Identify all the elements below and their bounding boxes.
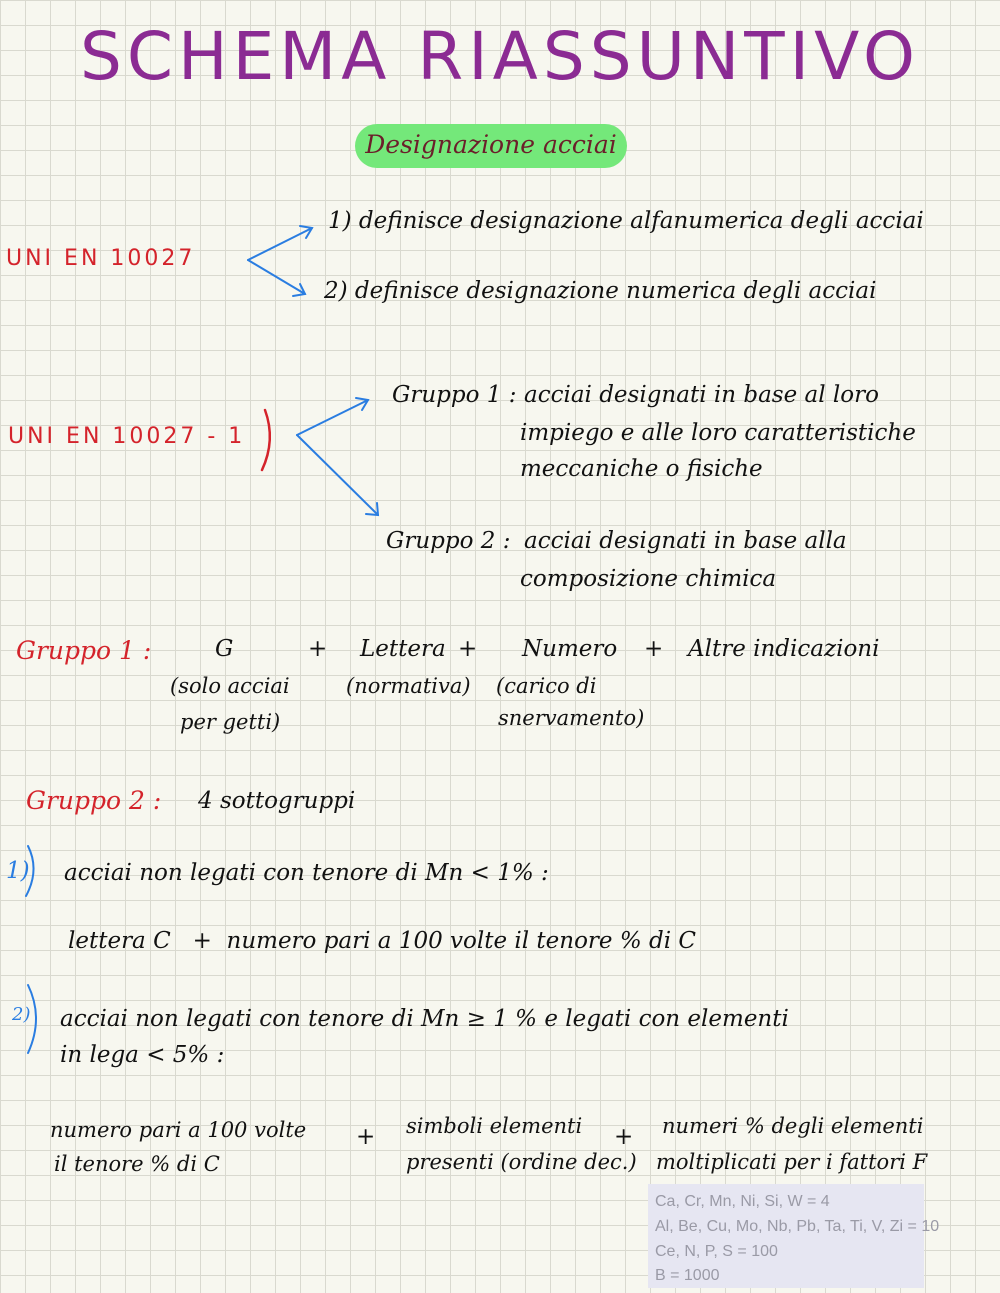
gruppo1-note: per getti) xyxy=(180,710,281,734)
gruppo2-label: Gruppo 2 : xyxy=(26,786,162,815)
arrow-head-1 xyxy=(300,226,312,238)
arrow-1 xyxy=(248,228,312,260)
plus-sign: + xyxy=(644,636,664,662)
plus-sign: + xyxy=(308,636,328,662)
arrow-4 xyxy=(297,435,378,515)
gruppo2-summary: 4 sottogruppi xyxy=(198,788,356,814)
red-bracket xyxy=(262,410,270,470)
sub2-number: 2) xyxy=(12,1004,31,1025)
gruppo1-part-lettera: Lettera xyxy=(360,636,446,662)
gruppo1-part-numero: Numero xyxy=(522,636,618,662)
plus-sign: + xyxy=(458,636,478,662)
arrow-2 xyxy=(248,260,305,294)
page-title: SCHEMA RIASSUNTIVO xyxy=(79,18,921,95)
arrow-3 xyxy=(297,400,368,435)
gruppo1-note: snervamento) xyxy=(498,706,645,730)
gruppo1-label: Gruppo 1 : xyxy=(16,636,152,665)
sub1-formula: lettera C + numero pari a 100 volte il tenore % di C xyxy=(68,928,697,954)
sub2-line: in lega < 5% : xyxy=(60,1042,225,1068)
factor-line: B = 1000 xyxy=(655,1267,720,1284)
plus-sign: + xyxy=(614,1124,634,1150)
factor-line: Ca, Cr, Mn, Ni, Si, W = 4 xyxy=(655,1193,830,1210)
gruppo1-note: (normativa) xyxy=(346,674,471,698)
subtitle: Designazione acciai xyxy=(365,130,617,159)
uni-10027-item-2: 2) definisce designazione numerica degli acciai xyxy=(324,278,877,304)
arrow-head-2 xyxy=(293,284,305,296)
group-1-line: impiego e alle loro caratteristiche xyxy=(520,420,916,446)
arrow-head-3 xyxy=(356,398,368,410)
gruppo1-part-g: G xyxy=(215,636,234,662)
sub1-text: acciai non legati con tenore di Mn < 1% : xyxy=(64,860,549,886)
sub2-formula-b: presenti (ordine dec.) xyxy=(406,1150,637,1174)
uni-10027-1-label: UNI EN 10027 - 1 xyxy=(8,424,246,449)
group-2-line: acciai designati in base alla xyxy=(524,528,847,554)
sub2-line: acciai non legati con tenore di Mn ≥ 1 % e legati con elementi xyxy=(60,1006,789,1032)
plus-sign: + xyxy=(356,1124,376,1150)
group-2-name: Gruppo 2 : xyxy=(386,528,511,554)
sub1-number: 1) xyxy=(6,858,30,884)
sub2-formula-c: moltiplicati per i fattori F xyxy=(656,1150,928,1174)
arrow-head-4 xyxy=(366,503,378,515)
sub2-formula-a: il tenore % di C xyxy=(54,1152,220,1176)
gruppo1-part-altre: Altre indicazioni xyxy=(688,636,880,662)
uni-10027-label: UNI EN 10027 xyxy=(6,246,196,271)
sub2-formula-b: simboli elementi xyxy=(406,1114,583,1138)
group-1-line: meccaniche o fisiche xyxy=(520,456,763,482)
group-1-name: Gruppo 1 : xyxy=(392,382,517,408)
factor-line: Ce, N, P, S = 100 xyxy=(655,1243,778,1260)
gruppo1-note: (carico di xyxy=(496,674,597,698)
sub2-formula-c: numeri % degli elementi xyxy=(662,1114,924,1138)
gruppo1-note: (solo acciai xyxy=(170,674,290,698)
group-1-line: acciai designati in base al loro xyxy=(524,382,879,408)
factor-line: Al, Be, Cu, Mo, Nb, Pb, Ta, Ti, V, Zi = 10 xyxy=(655,1218,940,1235)
uni-10027-item-1: 1) definisce designazione alfanumerica degli acciai xyxy=(328,208,924,234)
group-2-line: composizione chimica xyxy=(520,566,777,592)
sub2-formula-a: numero pari a 100 volte xyxy=(50,1118,307,1142)
